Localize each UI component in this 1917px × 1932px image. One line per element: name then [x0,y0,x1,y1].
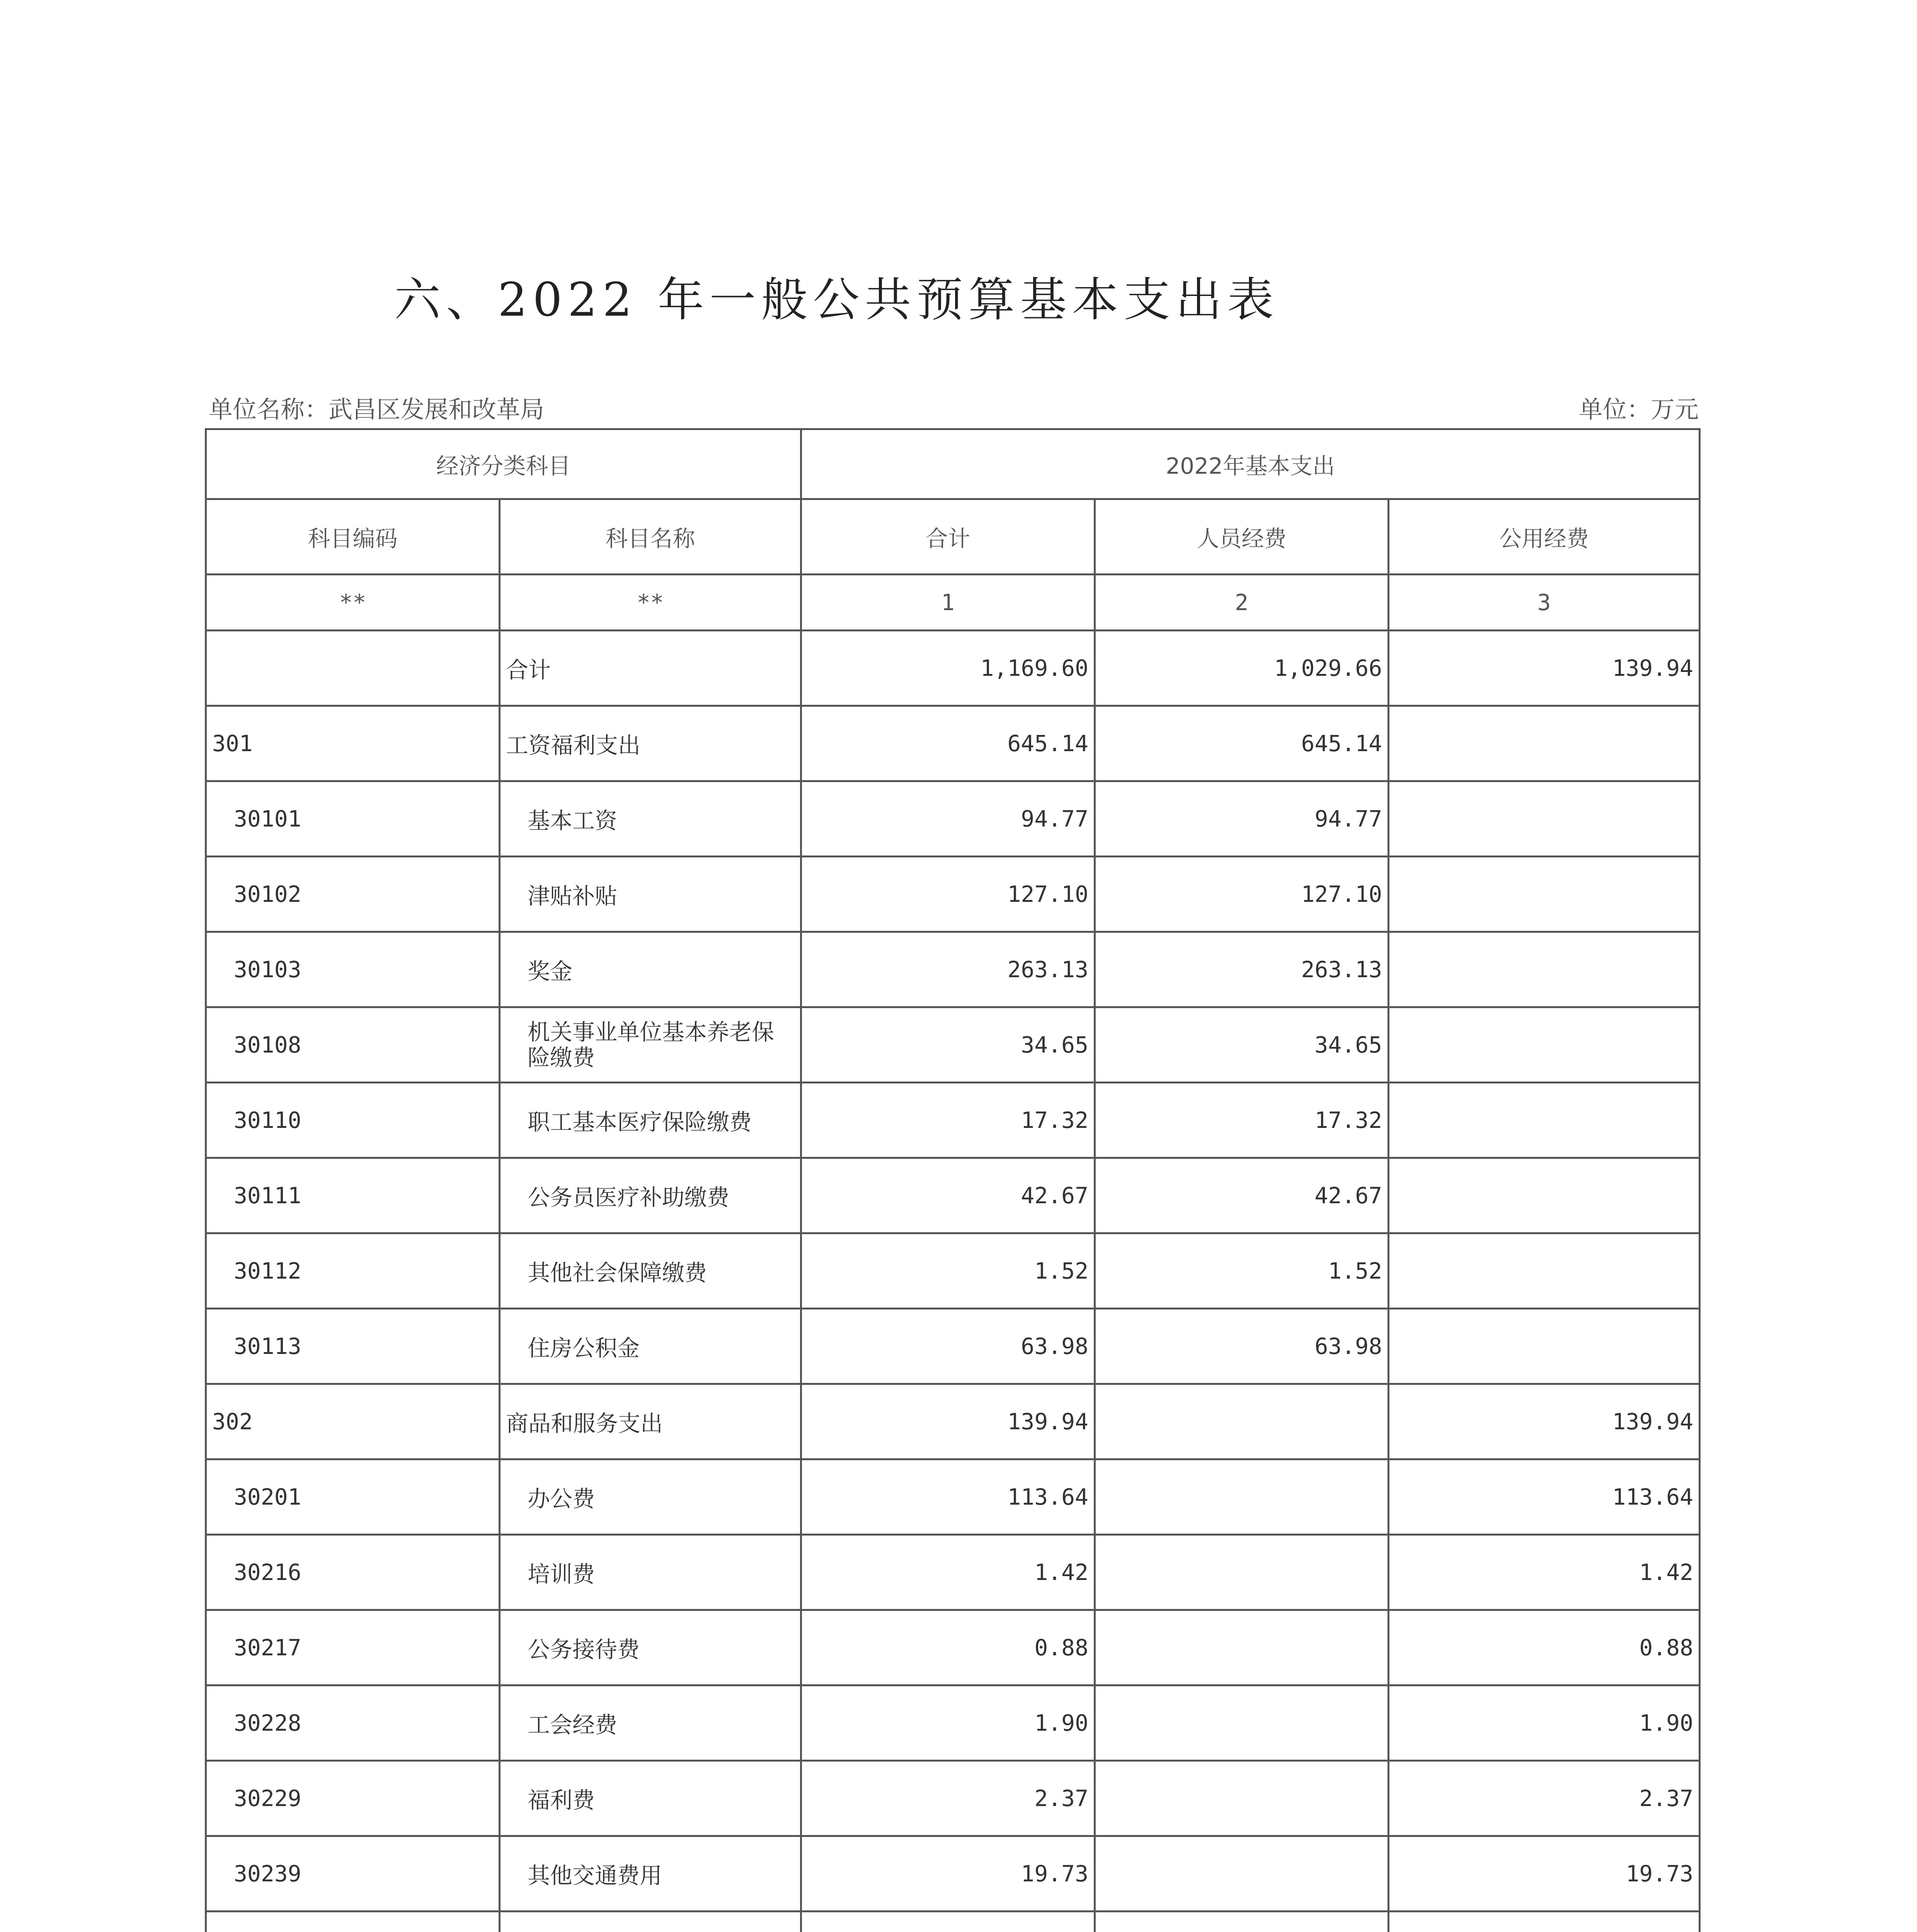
table-row [206,1535,1700,1610]
cell-name: 办公费 [500,1459,801,1535]
cell-total: 34.65 [801,1007,1095,1083]
cell-code: 30217 [206,1610,500,1685]
cell-personnel [1095,1384,1389,1459]
cell-personnel: 42.67 [1095,1158,1389,1233]
cell-public [1389,1158,1700,1233]
cell-personnel: 263.13 [1095,932,1389,1007]
header-total: 合计 [801,499,1095,575]
cell-personnel: 645.14 [1095,706,1389,781]
cell-name: 其他社会保障缴费 [500,1233,801,1309]
cell-code: 30201 [206,1459,500,1535]
cell-total: 1.52 [801,1233,1095,1309]
table-row [206,706,1700,781]
index-personnel: 2 [1095,575,1389,631]
cell-name: 公务接待费 [500,1610,801,1685]
table-row [206,932,1700,1007]
cell-code: 30216 [206,1535,500,1610]
cell-personnel: 94.77 [1095,781,1389,857]
cell-public: 19.73 [1389,1836,1700,1912]
cell-personnel [1095,1761,1389,1836]
unit-name: 单位名称：武昌区发展和改革局 [209,395,545,423]
cell-public: 139.94 [1389,1384,1700,1459]
cell-name: 基本工资 [500,781,801,857]
cell-public [1389,1309,1700,1384]
cell-total: 139.94 [801,1384,1095,1459]
header-name: 科目名称 [500,499,801,575]
cell-name: 工资福利支出 [500,706,801,781]
cell-total: 113.64 [801,1459,1095,1535]
header-economic-category: 经济分类科目 [206,429,801,499]
cell-personnel: 127.10 [1095,857,1389,932]
table-row [206,1912,1700,1932]
cell-public: 2.37 [1389,1761,1700,1836]
cell-code: 301 [206,706,500,781]
cell-name: 津贴补贴 [500,857,801,932]
cell-total: 2.37 [801,1761,1095,1836]
cell-personnel: 34.65 [1095,1007,1389,1083]
cell-name: 公务员医疗补助缴费 [500,1158,801,1233]
cell-public [1389,932,1700,1007]
table-row [206,1233,1700,1309]
cell-personnel [1095,1685,1389,1761]
cell-code: 30101 [206,781,500,857]
cell-name: 机关事业单位基本养老保险缴费 [500,1007,801,1083]
cell-personnel [1095,1610,1389,1685]
cell-code: 30103 [206,932,500,1007]
cell-code: 30112 [206,1233,500,1309]
cell-total: 0.88 [801,1610,1095,1685]
cell-personnel [1095,1459,1389,1535]
cell-name: 奖金 [500,932,801,1007]
cell-public [1389,1007,1700,1083]
cell-code: 30102 [206,857,500,932]
table-row [206,631,1700,706]
table-row [206,1309,1700,1384]
cell-public [1389,1912,1700,1932]
cell-public: 1.42 [1389,1535,1700,1610]
cell-personnel: 1.52 [1095,1233,1389,1309]
index-total: 1 [801,575,1095,631]
cell-total: 263.13 [801,932,1095,1007]
table-row [206,781,1700,857]
cell-personnel [1095,1836,1389,1912]
cell-total: 19.73 [801,1836,1095,1912]
cell-code: 30239 [206,1836,500,1912]
cell-name: 培训费 [500,1535,801,1610]
table-row [206,1610,1700,1685]
unit-label: 单位：万元 [1578,395,1699,423]
cell-total: 127.10 [801,857,1095,932]
header-2022-basic-expenditure: 2022年基本支出 [801,429,1700,499]
table-row [206,1384,1700,1459]
cell-name: 合计 [500,631,801,706]
cell-public: 139.94 [1389,631,1700,706]
cell-code: 30111 [206,1158,500,1233]
table-row [206,1459,1700,1535]
cell-name: 其他交通费用 [500,1836,801,1912]
cell-public [1389,1083,1700,1158]
cell-total: 42.67 [801,1158,1095,1233]
cell-code: 30229 [206,1761,500,1836]
cell-total: 645.14 [801,706,1095,781]
cell-name: 工会经费 [500,1685,801,1761]
cell-total: 1,169.60 [801,631,1095,706]
cell-personnel [1095,1912,1389,1932]
cell-public: 0.88 [1389,1610,1700,1685]
cell-code: 30228 [206,1685,500,1761]
table-row [206,1685,1700,1761]
index-code: ** [206,575,500,631]
cell-code [206,1912,500,1932]
table-row [206,1083,1700,1158]
cell-public: 1.90 [1389,1685,1700,1761]
cell-total [801,1912,1095,1932]
cell-public [1389,781,1700,857]
cell-personnel: 63.98 [1095,1309,1389,1384]
cell-total: 17.32 [801,1083,1095,1158]
cell-name: 住房公积金 [500,1309,801,1384]
cell-public [1389,1233,1700,1309]
cell-code [206,631,500,706]
header-public: 公用经费 [1389,499,1700,575]
header-code: 科目编码 [206,499,500,575]
cell-name: 商品和服务支出 [500,1384,801,1459]
header-personnel: 人员经费 [1095,499,1389,575]
cell-total: 1.90 [801,1685,1095,1761]
page-title: 六、2022 年一般公共预算基本支出表 [394,273,1279,327]
cell-personnel: 1,029.66 [1095,631,1389,706]
index-public: 3 [1389,575,1700,631]
cell-total: 94.77 [801,781,1095,857]
cell-code: 30113 [206,1309,500,1384]
table-row [206,1007,1700,1083]
table-row [206,1836,1700,1912]
cell-total: 1.42 [801,1535,1095,1610]
table-row [206,1158,1700,1233]
table-row [206,857,1700,932]
cell-personnel [1095,1535,1389,1610]
cell-code: 30108 [206,1007,500,1083]
table-row [206,1761,1700,1836]
cell-total: 63.98 [801,1309,1095,1384]
cell-public [1389,857,1700,932]
cell-name [500,1912,801,1932]
cell-personnel: 17.32 [1095,1083,1389,1158]
cell-public: 113.64 [1389,1459,1700,1535]
cell-name: 福利费 [500,1761,801,1836]
budget-table [205,428,1701,1932]
cell-code: 30110 [206,1083,500,1158]
cell-code: 302 [206,1384,500,1459]
cell-public [1389,706,1700,781]
cell-name: 职工基本医疗保险缴费 [500,1083,801,1158]
index-name: ** [500,575,801,631]
